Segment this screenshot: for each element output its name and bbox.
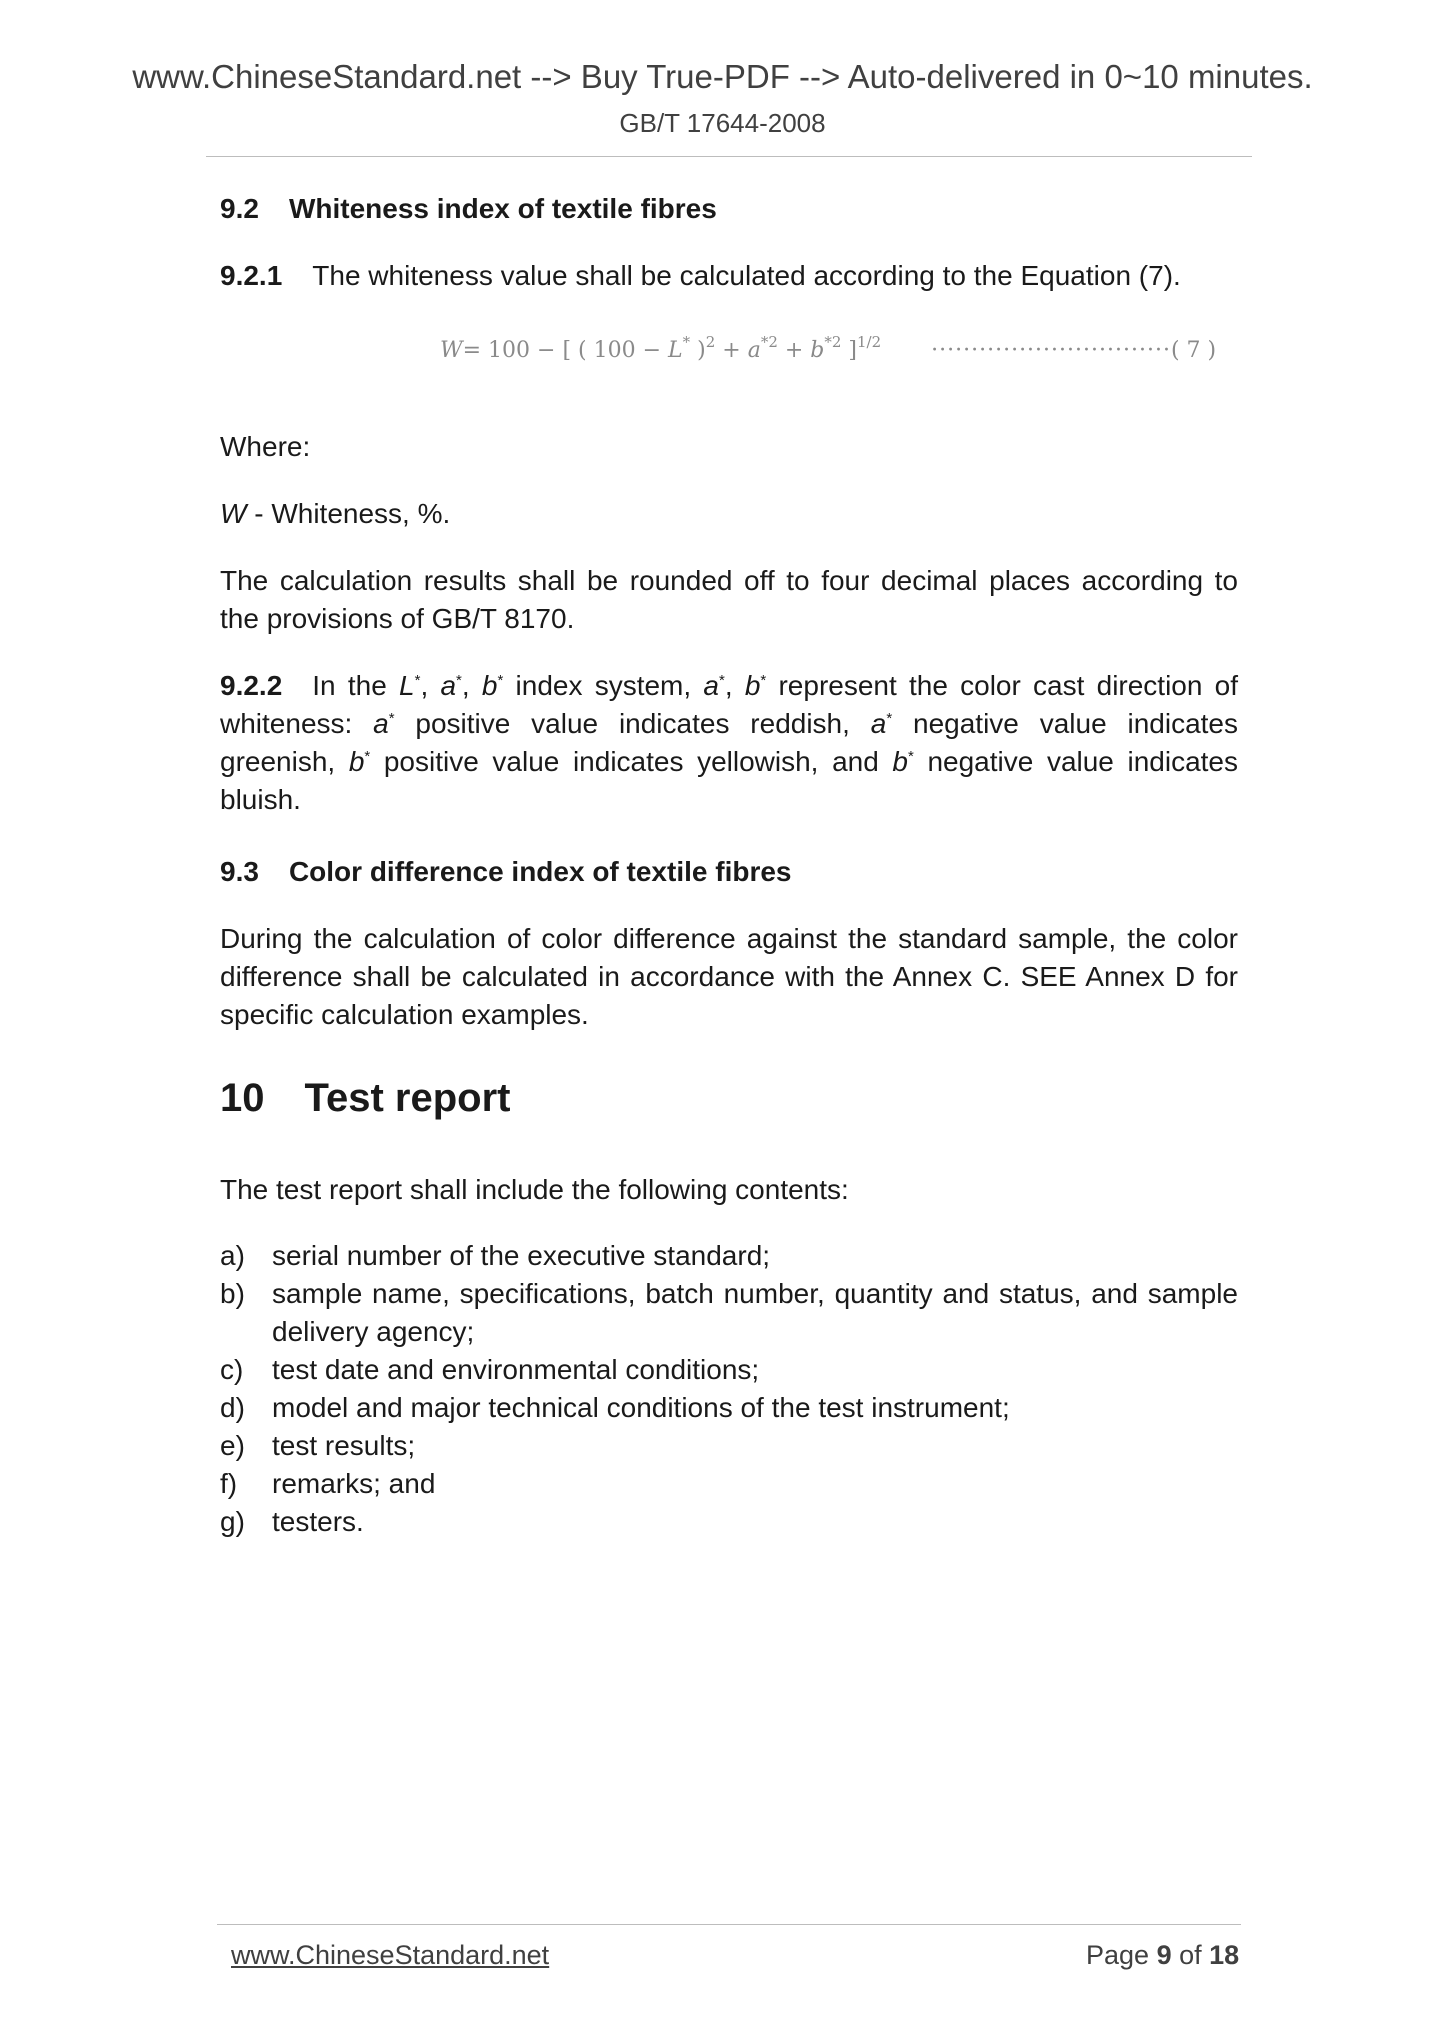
eq-plus: + (715, 338, 748, 363)
eq-symbol-l: L (668, 338, 683, 363)
eq-exponent: 2 (831, 333, 842, 351)
total-pages: 18 (1209, 1940, 1240, 1970)
current-page: 9 (1156, 1940, 1172, 1970)
of-word: of (1171, 1940, 1210, 1970)
list-item (220, 1351, 1238, 1389)
text-run: negative value indicates bluish. (220, 746, 1239, 815)
section-number: 9.3 (220, 856, 259, 887)
test-report-list (220, 1237, 1238, 1541)
symbol-a: a (373, 708, 389, 739)
text-run: positive value indicates yellowish, and (370, 746, 893, 777)
eq-leader-dots: ······························ (931, 338, 1171, 363)
text-run: positive value indicates reddish, (394, 708, 871, 739)
text-run: represent the color cast direction of whiteness: (220, 670, 1239, 739)
paragraph-text: During the calculation of color difference against the standard sample, the color difference shall be calculated in accordance with the Annex C. SEE Annex D for specific calculation examples. (220, 923, 1238, 1030)
symbol-b: b (348, 746, 365, 777)
list-text: model and major technical conditions of the test instrument; (272, 1392, 1010, 1423)
symbol-w: W (220, 498, 247, 529)
w-definition (220, 495, 1238, 533)
clause-number: 9.2.1 (220, 260, 283, 291)
clause-text: The whiteness value shall be calculated according to the Equation (7). (312, 260, 1181, 291)
star: * (760, 672, 767, 689)
symbol-l: L (399, 670, 415, 701)
list-item (220, 1503, 1238, 1541)
where-label (220, 428, 1238, 466)
star: * (908, 748, 914, 765)
text-run: negative value indicates greenish, (220, 708, 1238, 777)
symbol-a: a (870, 708, 887, 739)
eq-plus: + (777, 338, 811, 363)
list-marker: f) (220, 1468, 238, 1499)
list-item (220, 1465, 1238, 1503)
eq-exponent: 2 (705, 333, 716, 351)
clause-9-2-2 (220, 667, 1238, 819)
where-text: Where: (220, 431, 311, 462)
header-divider (206, 156, 1252, 157)
document-code: GB/T 17644-2008 (619, 108, 826, 138)
rounding-text: The calculation results shall be rounded off to four decimal places according to the provisions of GB/T 8170. (220, 565, 1238, 634)
list-text: test results; (272, 1430, 416, 1461)
symbol-a: a (440, 670, 457, 701)
section-9-2-heading (220, 190, 1238, 228)
eq-label: ( 7 ) (1170, 338, 1217, 363)
list-item (220, 1427, 1238, 1465)
clause-9-2-1 (220, 257, 1238, 295)
list-text: test date and environmental conditions; (272, 1354, 760, 1385)
list-item (220, 1389, 1238, 1427)
star: * (456, 672, 462, 689)
header-banner: www.ChineseStandard.net --> Buy True-PDF --> Auto-delivered in 0~10 minutes. (132, 58, 1313, 95)
page-word: Page (1086, 1940, 1157, 1970)
section-title: Whiteness index of textile fibres (288, 193, 717, 224)
text-run: , (724, 670, 745, 701)
eq-symbol-b: b (810, 338, 825, 363)
symbol-a: a (703, 670, 719, 701)
color-difference-paragraph (220, 920, 1238, 1034)
test-report-intro (220, 1171, 1238, 1209)
section-title: Test report (304, 1076, 511, 1120)
section-title: Color difference index of textile fibres (288, 856, 792, 887)
text-run: index system, (503, 670, 704, 701)
text-run: , (420, 670, 441, 701)
star: * (414, 672, 421, 689)
intro-text: The test report shall include the following contents: (220, 1174, 849, 1205)
list-marker: b) (220, 1278, 245, 1309)
list-marker: g) (220, 1506, 245, 1537)
eq-symbol-w: W (440, 338, 463, 363)
section-9-3-heading (220, 853, 1238, 891)
clause-number: 9.2.2 (220, 670, 283, 701)
symbol-b: b (744, 670, 761, 701)
list-item (220, 1275, 1238, 1351)
star: * (388, 710, 395, 727)
eq-part: ) (690, 338, 706, 363)
eq-symbol-a: a (747, 338, 761, 363)
text-run: , (461, 670, 482, 701)
star: * (364, 748, 371, 765)
list-marker: e) (220, 1430, 245, 1461)
definition-text: - Whiteness, %. (246, 498, 451, 529)
list-marker: c) (220, 1354, 244, 1385)
star: * (886, 710, 893, 727)
footer-divider (217, 1924, 1241, 1925)
footer-site-link[interactable]: www.ChineseStandard.net (231, 1940, 550, 1970)
list-text: sample name, specifications, batch number, quantity and status, and sample delivery agency; (272, 1278, 1238, 1347)
section-10-heading (220, 1076, 1238, 1121)
list-item (220, 1237, 1238, 1275)
list-marker: d) (220, 1392, 245, 1423)
eq-exponent-half: 1/2 (857, 333, 882, 351)
section-number: 10 (220, 1076, 265, 1120)
whiteness-equation: W= 100 − [ ( 100 − L* )$^2 + a^{*2} + b^{*2}$ ]$^{1/2}$ ······························( 7 ) (440, 333, 1217, 363)
section-number: 9.2 (220, 193, 259, 224)
text-run: In the (312, 670, 400, 701)
eq-exponent: 2 (768, 333, 778, 351)
eq-part: = 100 − [ ( 100 − (462, 338, 669, 363)
star: * (718, 672, 725, 689)
list-text: serial number of the executive standard; (272, 1240, 771, 1271)
list-marker: a) (220, 1240, 245, 1271)
list-text: remarks; and (272, 1468, 436, 1499)
rounding-paragraph (220, 562, 1238, 638)
symbol-b: b (481, 670, 498, 701)
list-text: testers. (272, 1506, 364, 1537)
page-number (1086, 1940, 1239, 1971)
star: * (497, 672, 504, 689)
symbol-b: b (892, 746, 908, 777)
